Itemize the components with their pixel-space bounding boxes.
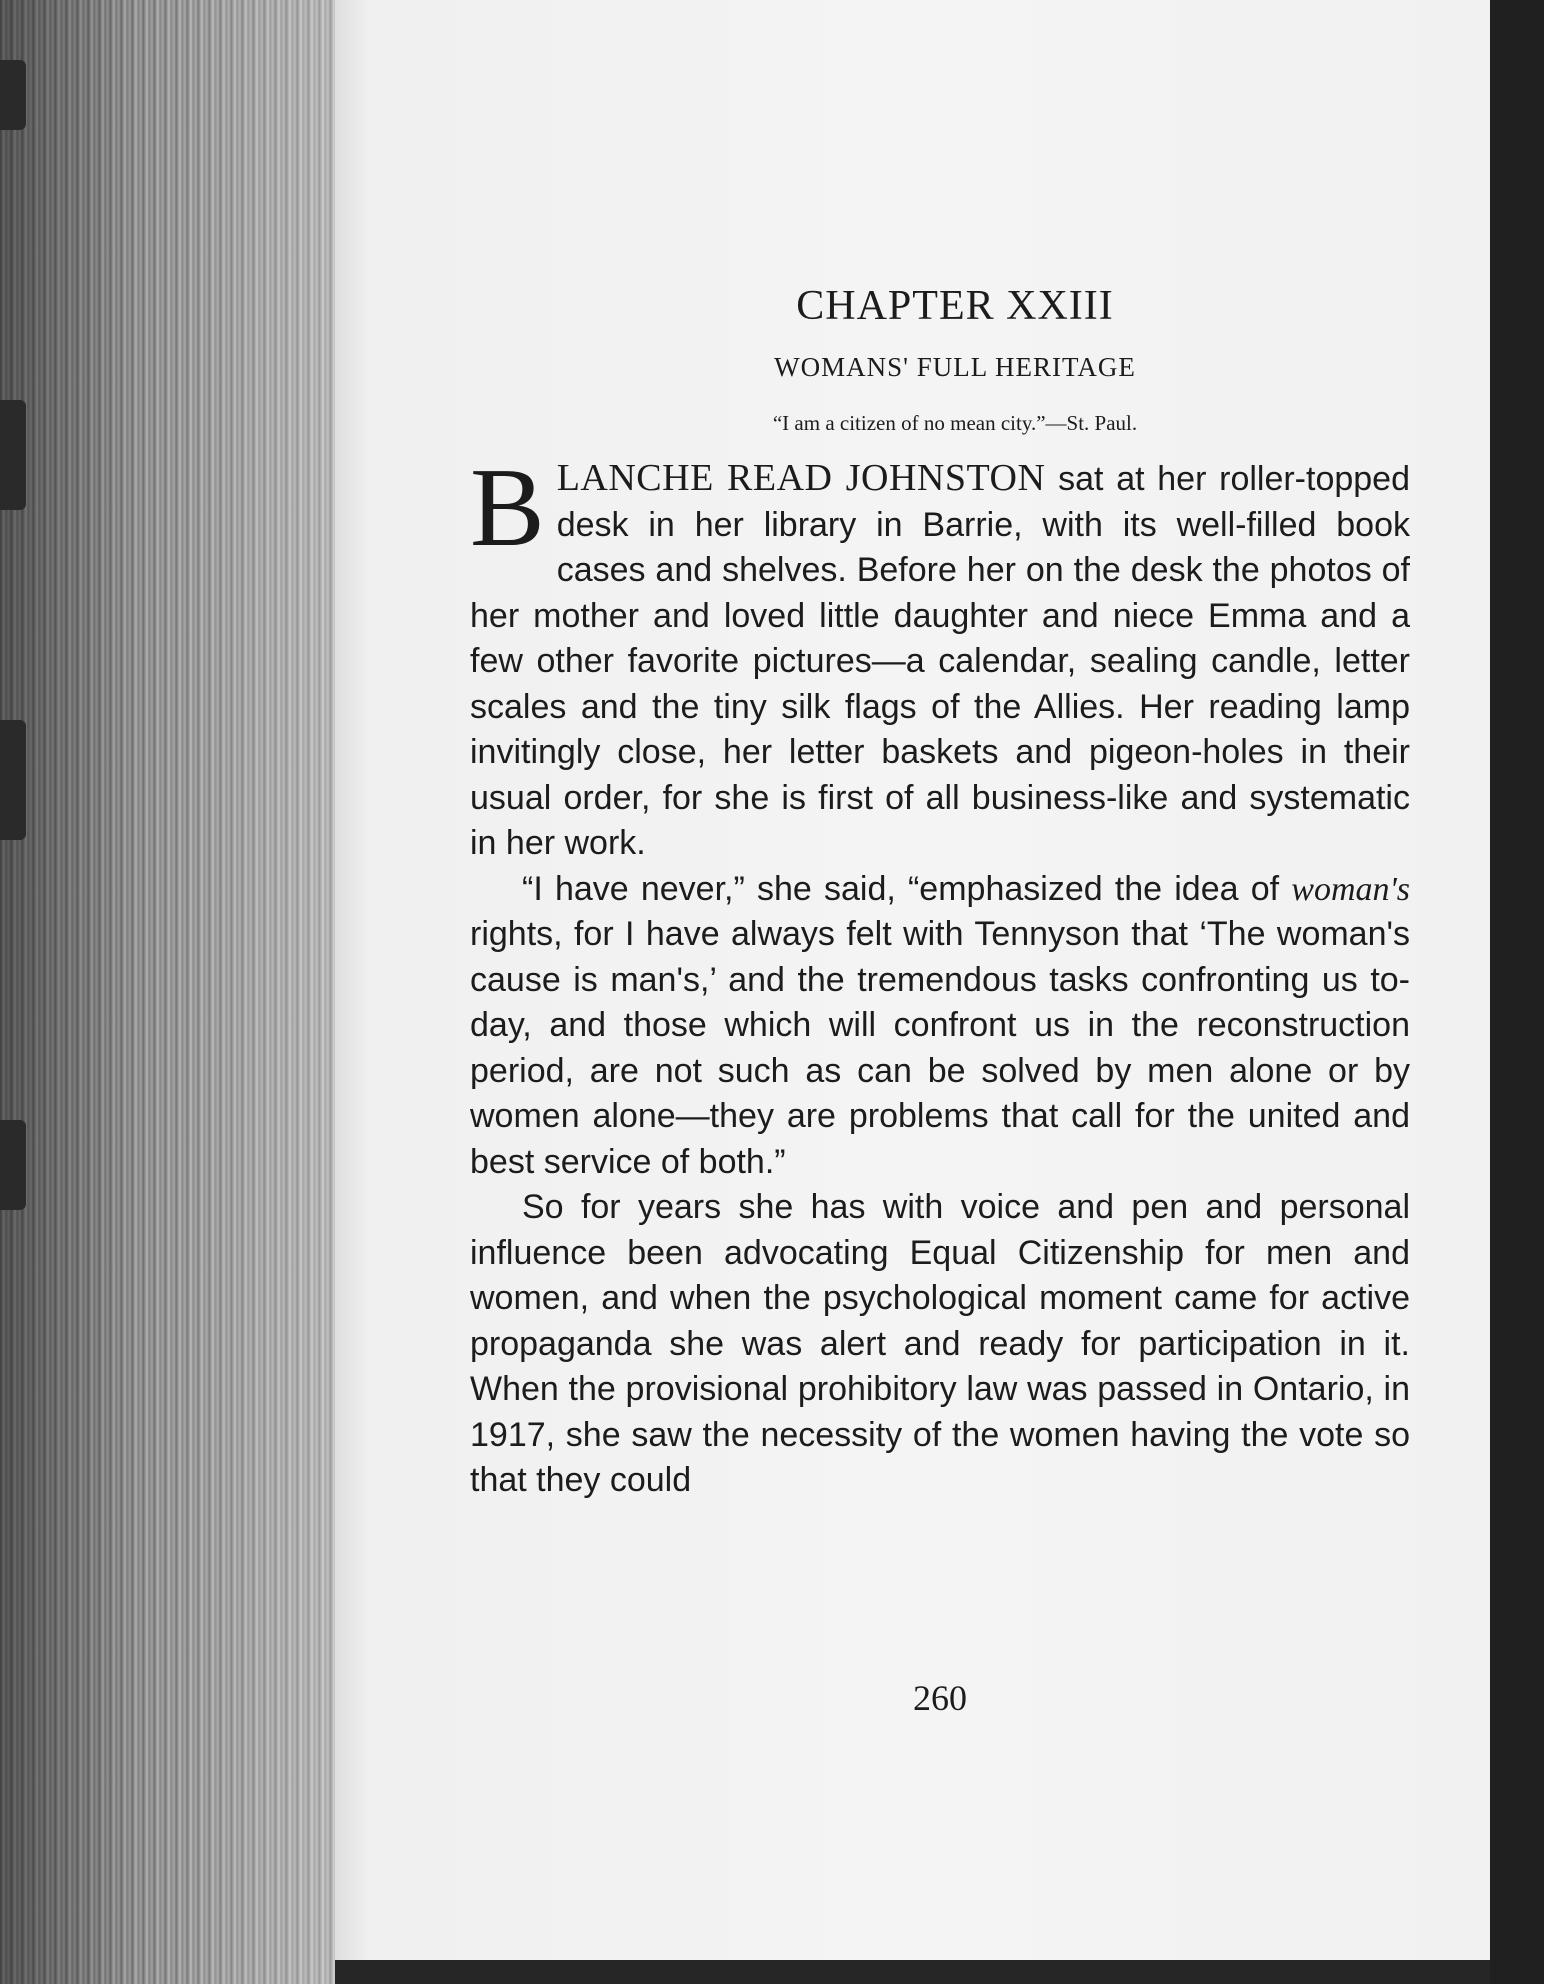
binding-clip — [0, 720, 26, 840]
scan-background-right — [1490, 0, 1544, 1984]
scan-background-bottom — [335, 1960, 1490, 1984]
paragraph-3 — [470, 1185, 1410, 1504]
paragraph-2 — [470, 867, 1410, 1186]
book-page-edges — [0, 0, 335, 1984]
paragraph-1-text: sat at her roller-topped desk in her library in Barrie, with its well-filled book cases and shelves. Before her on the desk the photos of her mother and loved little daughter and niece Emma and a few other favorite pictures—a calendar, sealing candle, letter scales and the tiny silk flags of the Allies. Her reading lamp invitingly close, her letter baskets and pigeon-holes in their usual order, for she is first of all business-like and systematic in her work. — [470, 460, 1411, 862]
page-text — [470, 270, 1410, 1504]
paragraph-3-text: So for years she has with voice and pen and personal influence been advocating Equal Citizenship for men and women, and when the psychological moment came for active propaganda she was alert and ready for participation in it. When the provisional prohibitory law was passed in Ontario, in 1917, she saw the necessity of the women having the vote so that they could — [470, 1188, 1410, 1499]
paragraph-2-italic: woman's — [1291, 870, 1410, 908]
paragraph-1-lead: LANCHE READ JOHNSTON — [556, 457, 1046, 499]
paragraph-2-text-before: “I have never,” she said, “emphasized the idea of — [522, 869, 1292, 908]
page-number: 260 — [913, 1678, 967, 1718]
binding-clip — [0, 1120, 26, 1210]
drop-cap: B — [470, 446, 545, 570]
binding-clip — [0, 400, 26, 510]
binding-clip — [0, 60, 26, 130]
paragraph-1 — [470, 446, 1411, 867]
paragraph-2-text-after: rights, for I have always felt with Tennyson that ‘The woman's cause is man's,’ and the tremendous tasks confronting us to-day, and those which will confront us in the reconstruction period, are not such as can be solved by men alone or by women alone—they are problems that call for the united and best service of both.” — [470, 915, 1410, 1181]
epigraph: “I am a citizen of no mean city.”—St. Paul. — [772, 411, 1138, 435]
chapter-subtitle: WOMANS' FULL HERITAGE — [774, 352, 1136, 382]
chapter-title: CHAPTER XXIII — [796, 283, 1114, 329]
